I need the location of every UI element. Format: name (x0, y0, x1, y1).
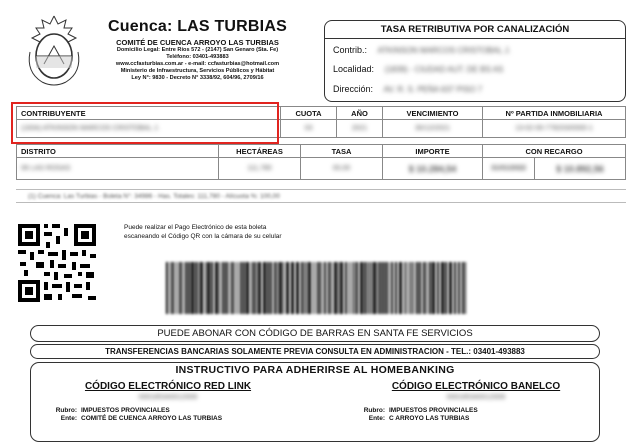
redlink-rubro: IMPUESTOS PROVINCIALES (81, 407, 170, 414)
law-line: Ley N°: 9830 - Decreto N° 3338/92, 604/96, 2709/16 (131, 75, 264, 81)
header-distrito: DISTRITO (17, 145, 219, 158)
localidad-label: Localidad: (333, 64, 375, 74)
cuota-value: 03 (304, 125, 313, 132)
redlink-column (43, 381, 293, 423)
legal-address: Domicilio Legal: Entre Ríos 572 - (2147) San Genaro (Sta. Fe) (116, 47, 279, 53)
contribuyente-table (16, 106, 626, 138)
tasa-title: TASA RETRIBUTIVA POR CANALIZACIÓN (325, 21, 625, 39)
qr-code-icon[interactable] (16, 222, 98, 304)
redlink-ente: COMITÉ DE CUENCA ARROYO LAS TURBIAS (81, 415, 223, 422)
direccion-label: Dirección: (333, 84, 374, 94)
header-cuota: CUOTA (281, 107, 337, 120)
header-anio: AÑO (337, 107, 383, 120)
homebanking-box (30, 362, 600, 442)
vencimiento-value: 30/12/2021 (414, 125, 451, 132)
banelco-ente-label: Ente: (368, 415, 385, 422)
qr-instructions-line2: escaneando el Código QR con la cámara de su celular (124, 232, 282, 240)
organization-title: Cuenca: LAS TURBIAS (108, 18, 287, 35)
qr-instructions-line1: Puede realizar el Pago Electrónico de esta boleta (124, 224, 267, 231)
transferencias-banner: TRANSFERENCIAS BANCARIAS SOLAMENTE PREVIA CONSULTA EN ADMINISTRACION - TEL.: 03401-493883 (30, 344, 600, 359)
direccion-value: AV. R. S. PEÑA 637 PISO 7 (383, 85, 483, 94)
tasa-value: 00,00 (332, 165, 351, 172)
contrib-row (333, 45, 511, 55)
banelco-ente: C ARROYO LAS TURBIAS (389, 415, 470, 422)
province-seal-icon (22, 12, 86, 88)
barcode-icon[interactable] (166, 262, 466, 314)
distrito-value: 06 LAS ROSAS (21, 165, 71, 172)
info-line (16, 189, 626, 203)
ministry-line: Ministerio de Infraestructura, Servicios Públicos y Hábitat (120, 68, 275, 74)
info-line-text: (1) Cuenca: Las Turbias - Boleta N°: 34986 - Has. Totales: 111,780 - Alícuota %: 100,00 (28, 193, 280, 200)
importe-value: $ 10.284,54 (408, 163, 457, 174)
phone-line: Teléfono: 03401-493883 (166, 54, 229, 60)
web-email-line: www.ccfasturbias.com.ar - e-mail: ccfasturbias@hotmail.com (115, 61, 280, 67)
contrib-label: Contrib.: (333, 45, 368, 55)
banelco-column (351, 381, 601, 423)
anio-value: 2021 (351, 125, 368, 132)
banelco-code: 000185340012009 (446, 394, 506, 401)
qr-instructions (124, 224, 282, 241)
header-contribuyente: CONTRIBUYENTE (17, 107, 281, 120)
direccion-row (333, 84, 482, 94)
partida-value: 13-02-00-778203/0000-1 (515, 125, 593, 132)
recargo-date-value: 31/01/2022 (490, 165, 527, 172)
banelco-title: CÓDIGO ELECTRÓNICO BANELCO (391, 381, 561, 392)
redlink-code: 000185340012009 (138, 394, 198, 401)
redlink-rubro-label: Rubro: (55, 407, 77, 414)
banelco-rubro: IMPUESTOS PROVINCIALES (389, 407, 478, 414)
santa-fe-servicios-banner: PUEDE ABONAR CON CÓDIGO DE BARRAS EN SANTA FE SERVICIOS (30, 325, 600, 342)
tasa-box (324, 20, 626, 102)
header-partida: Nº PARTIDA INMOBILIARIA (483, 107, 626, 120)
redlink-ente-label: Ente: (60, 415, 77, 422)
redlink-title: CÓDIGO ELECTRÓNICO RED LINK (84, 381, 252, 392)
homebanking-title: INSTRUCTIVO PARA ADHERIRSE AL HOMEBANKING (175, 364, 455, 376)
organization-header (95, 18, 300, 82)
header-vencimiento: VENCIMIENTO (383, 107, 483, 120)
contrib-value: ATKINSON MARCOS CRISTOBAL J. (377, 46, 511, 55)
localidad-value: (1839) - CIUDAD AUT. DE BS AS (384, 65, 504, 74)
hectareas-value: 111,780 (247, 165, 272, 172)
header-importe: IMPORTE (383, 145, 483, 158)
importe-table (16, 144, 626, 180)
header-tasa: TASA (301, 145, 383, 158)
recargo-amount-value: $ 10.892,56 (556, 163, 604, 174)
header-con-recargo: CON RECARGO (483, 145, 626, 158)
localidad-row (333, 64, 503, 74)
banelco-rubro-label: Rubro: (363, 407, 385, 414)
contribuyente-value: (1834) ATKINSON MARCOS CRISTOBAL J. (21, 125, 160, 132)
header-hectareas: HECTÁREAS (219, 145, 301, 158)
organization-subtitle: COMITÉ DE CUENCA ARROYO LAS TURBIAS (116, 38, 279, 47)
